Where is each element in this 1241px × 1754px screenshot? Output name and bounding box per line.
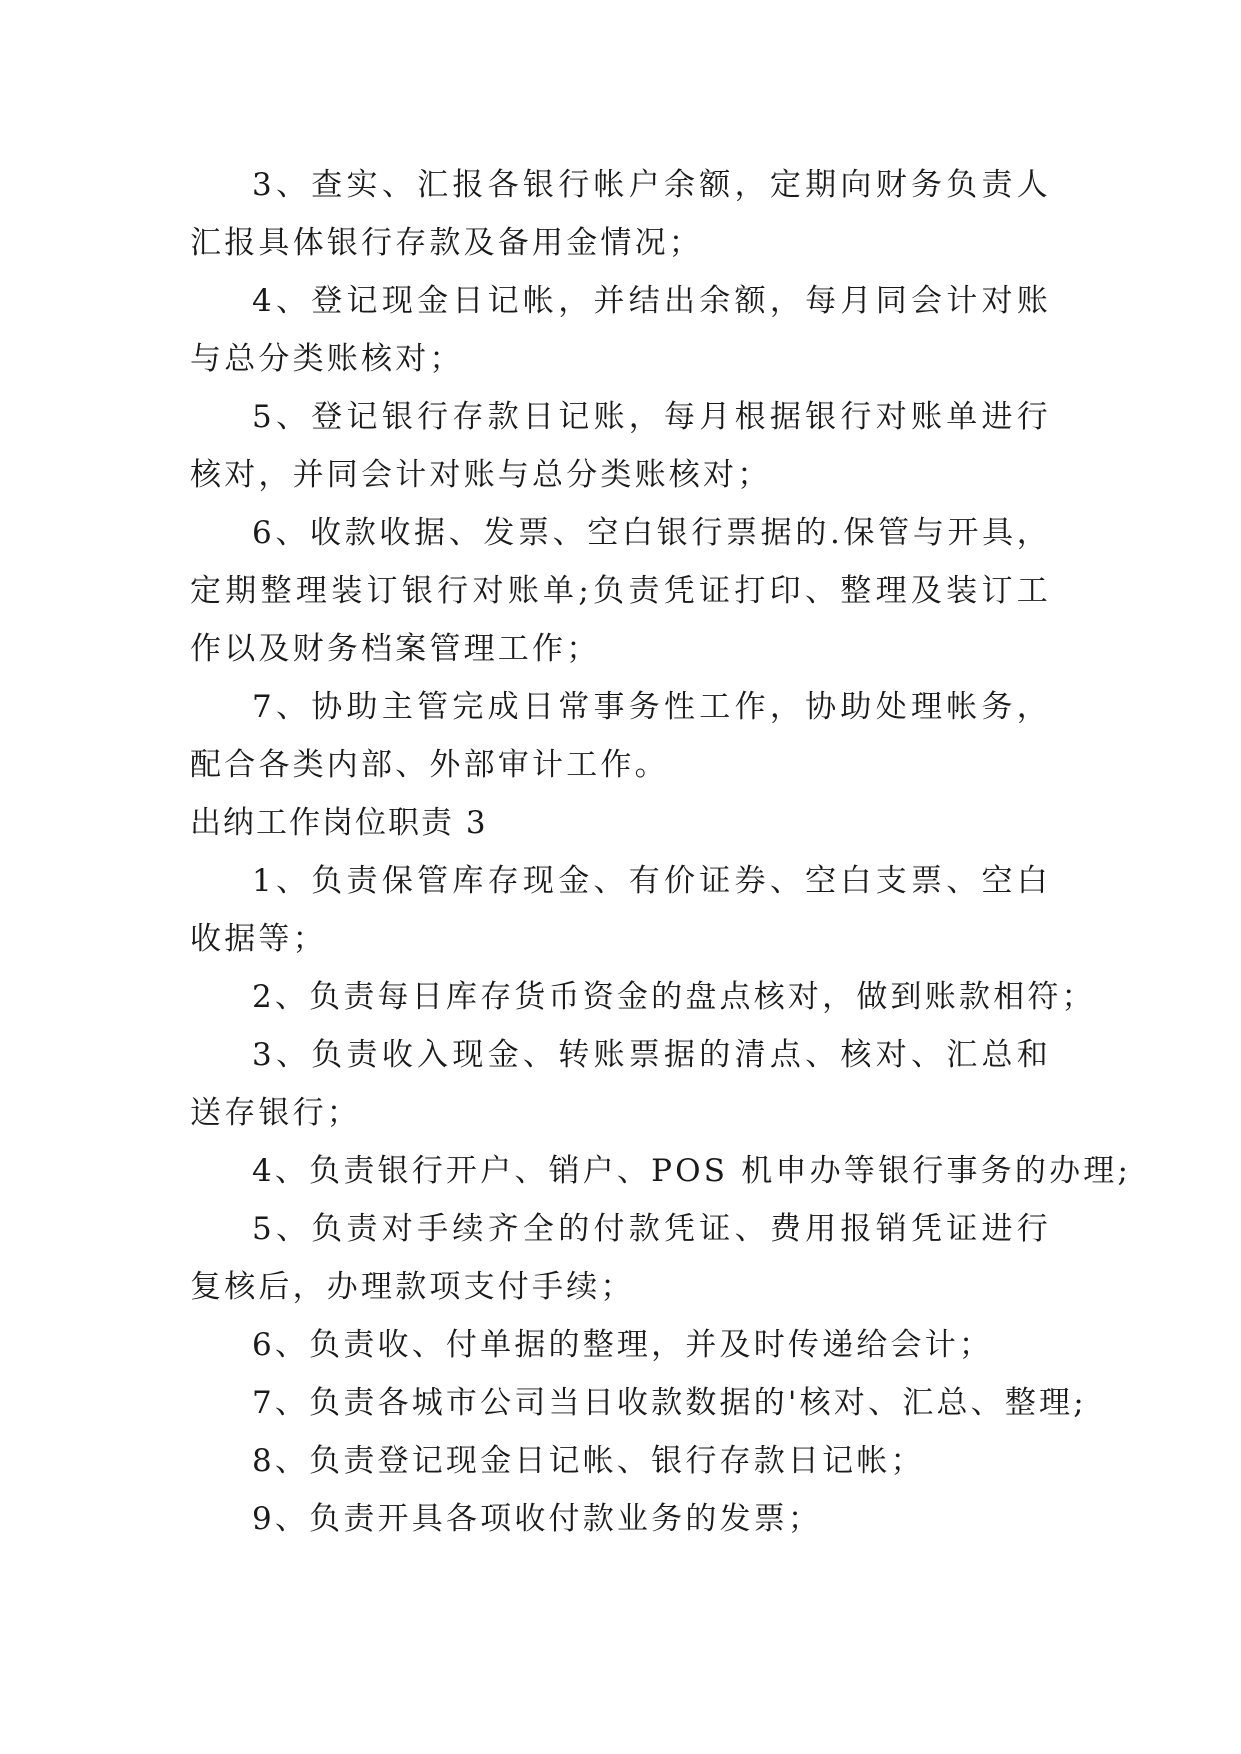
duty-item-4: 4、负责银行开户、销户、POS 机申办等银行事务的办理; — [252, 1153, 1132, 1189]
duty-item-3: 3、负责收入现金、转账票据的清点、核对、汇总和送存银行； — [190, 1037, 1051, 1131]
paragraph-item-6: 6、收款收据、发票、空白银行票据的.保管与开具，定期整理装订银行对账单;负责凭证打印、整理及装订工作以及财务档案管理工作； — [190, 515, 1051, 667]
duty-item-5: 5、负责对手续齐全的付款凭证、费用报销凭证进行复核后，办理款项支付手续； — [190, 1211, 1051, 1305]
section-heading: 出纳工作岗位职责 3 — [190, 805, 488, 841]
paragraph-item-3: 3、查实、汇报各银行帐户余额，定期向财务负责人汇报具体银行存款及备用金情况； — [190, 167, 1051, 261]
paragraph-item-5: 5、登记银行存款日记账，每月根据银行对账单进行核对，并同会计对账与总分类账核对； — [190, 399, 1051, 493]
document-body — [190, 156, 1132, 1548]
duty-item-6: 6、负责收、付单据的整理，并及时传递给会计； — [252, 1327, 994, 1363]
duty-item-1: 1、负责保管库存现金、有价证券、空白支票、空白收据等； — [190, 863, 1051, 957]
paragraph-item-7: 7、协助主管完成日常事务性工作，协助处理帐务，配合各类内部、外部审计工作。 — [190, 689, 1051, 783]
duty-item-8: 8、负责登记现金日记帐、银行存款日记帐； — [252, 1443, 925, 1479]
duty-item-7: 7、负责各城市公司当日收款数据的'核对、汇总、整理; — [252, 1385, 1087, 1421]
paragraph-item-4: 4、登记现金日记帐，并结出余额，每月同会计对账与总分类账核对； — [190, 283, 1051, 377]
duty-item-9: 9、负责开具各项收付款业务的发票； — [252, 1501, 823, 1537]
duty-item-2: 2、负责每日库存货币资金的盘点核对，做到账款相符； — [252, 979, 1096, 1015]
